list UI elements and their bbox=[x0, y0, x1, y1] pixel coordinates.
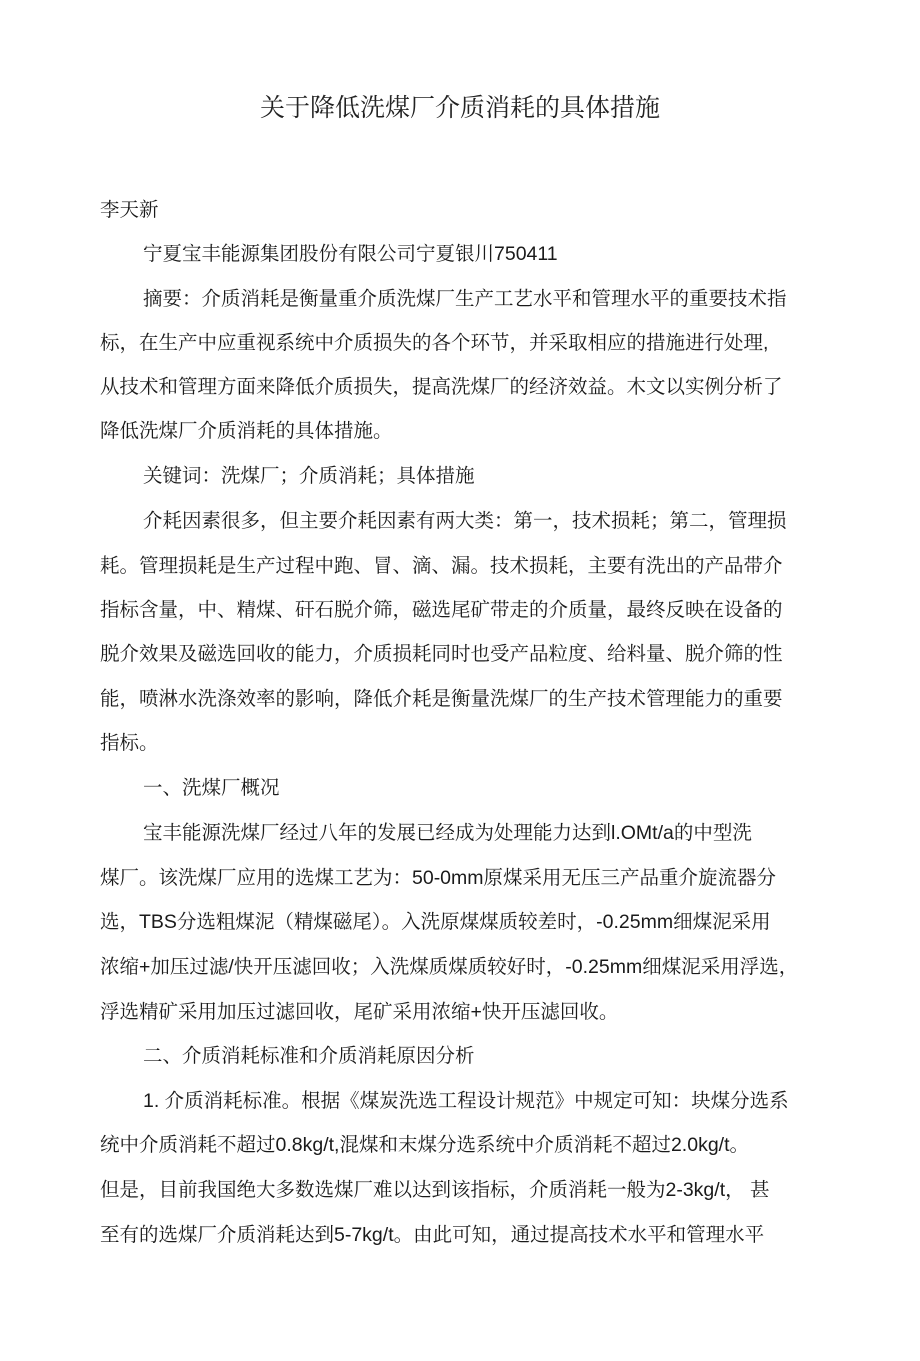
abstract-line: 从技术和管理方面来降低介质损失，提高洗煤厂的经济效益。木文以实例分析了 bbox=[100, 376, 783, 398]
abstract-line: 降低洗煤厂介质消耗的具体措施。 bbox=[100, 420, 393, 442]
section2-line: 统中介质消耗不超过0.8kg/t,混煤和末煤分选系统中介质消耗不超过2.0kg/t。 bbox=[100, 1134, 749, 1156]
intro-line: 介耗因素很多，但主要介耗因素有两大类：第一，技术损耗；第二，管理损 bbox=[143, 510, 787, 532]
section1-line: 煤厂。该洗煤厂应用的选煤工艺为：50-0mm原煤采用无压三产品重介旋流器分 bbox=[100, 867, 777, 889]
section2-heading: 二、介质消耗标准和介质消耗原因分析 bbox=[143, 1045, 475, 1067]
section1-heading: 一、洗煤厂概况 bbox=[143, 777, 280, 799]
intro-line: 脱介效果及磁选回收的能力，介质损耗同时也受产品粒度、给料量、脱介筛的性 bbox=[100, 643, 783, 665]
section1-line: 浓缩+加压过滤/快开压滤回收；入洗煤质煤质较好时，-0.25mm细煤泥采用浮选， bbox=[100, 956, 799, 978]
abstract-line: 摘要：介质消耗是衡量重介质洗煤厂生产工艺水平和管理水平的重要技术指 bbox=[143, 288, 787, 310]
intro-line: 能，喷淋水洗涤效率的影响，降低介耗是衡量洗煤厂的生产技术管理能力的重要 bbox=[100, 688, 783, 710]
intro-line: 指标。 bbox=[100, 732, 159, 754]
affiliation: 宁夏宝丰能源集团股份有限公司宁夏银川750411 bbox=[143, 243, 558, 265]
author: 李天新 bbox=[100, 199, 159, 221]
section1-line: 浮选精矿采用加压过滤回收，尾矿采用浓缩+快开压滤回收。 bbox=[100, 1001, 619, 1023]
section2-line: 1. 介质消耗标准。根据《煤炭洗选工程设计规范》中规定可知：块煤分选系 bbox=[143, 1090, 789, 1112]
abstract-line: 标，在生产中应重视系统中介质损失的各个环节，并采取相应的措施进行处理, bbox=[100, 332, 769, 354]
section2-line: 至有的选煤厂介质消耗达到5-7kg/t。由此可知，通过提高技术水平和管理水平 bbox=[100, 1224, 765, 1246]
keywords: 关键词：洗煤厂；介质消耗；具体措施 bbox=[143, 465, 475, 487]
section1-line: 宝丰能源洗煤厂经过八年的发展已经成为处理能力达到l.OMt/a的中型洗 bbox=[143, 822, 752, 844]
intro-line: 指标含量，中、精煤、矸石脱介筛，磁选尾矿带走的介质量，最终反映在设备的 bbox=[100, 599, 783, 621]
document-title: 关于降低洗煤厂介质消耗的具体措施 bbox=[259, 94, 660, 122]
intro-line: 耗。管理损耗是生产过程中跑、冒、滴、漏。技术损耗，主要有洗出的产品带介 bbox=[100, 555, 783, 577]
section1-line: 选，TBS分选粗煤泥（精煤磁尾）。入洗原煤煤质较差时，-0.25mm细煤泥采用 bbox=[100, 911, 771, 933]
section2-line: 但是，目前我国绝大多数选煤厂难以达到该指标，介质消耗一般为2-3kg/t， 甚 bbox=[100, 1179, 770, 1201]
